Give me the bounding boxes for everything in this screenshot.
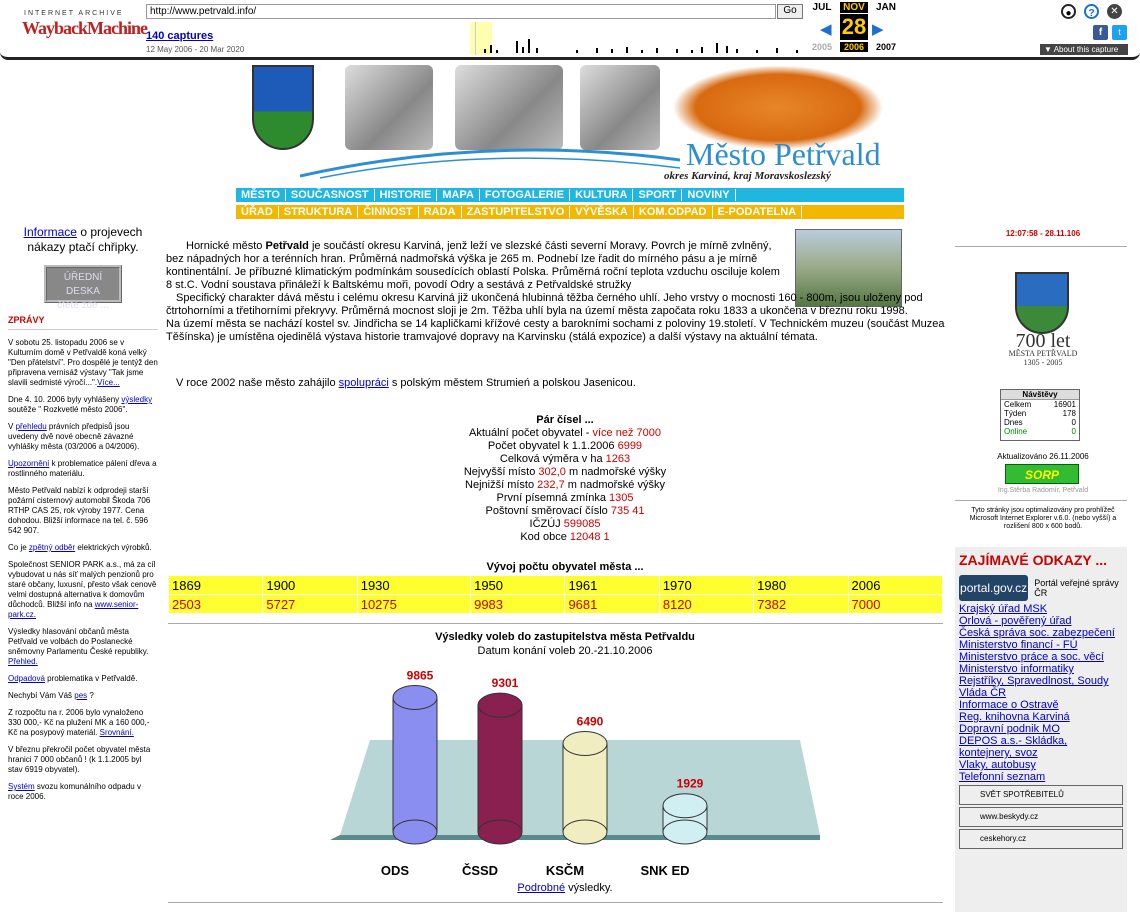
help-icon[interactable]: ? <box>1084 4 1099 19</box>
twitter-icon[interactable]: t <box>1112 25 1127 40</box>
news-item: Systém svozu komunálního odpadu v roce 2006. <box>8 782 141 801</box>
nav-item[interactable]: NOVINY <box>682 189 735 201</box>
links-title: ZAJÍMAVÉ ODKAZY ... <box>959 552 1108 568</box>
portal-link[interactable]: portal.gov.cz Portál veřejné správy ČR <box>955 573 1127 603</box>
external-link[interactable]: DEPOS a.s.- Skládka, kontejnery, svoz <box>959 735 1068 759</box>
updated-date: Aktualizováno 26.11.2006 <box>997 452 1089 461</box>
external-link[interactable]: Orlová - pověřený úřad <box>959 615 1072 627</box>
external-link[interactable]: Vlaky, autobusy <box>959 759 1036 771</box>
partner-banner[interactable]: www.beskydy.cz <box>959 807 1123 827</box>
data-label: 6490 <box>576 714 604 729</box>
timeline-bar <box>576 50 578 53</box>
external-link[interactable]: Krajský úřad MSK <box>959 603 1048 615</box>
chart-subtitle: Datum konání voleb 20.-21.10.2006 <box>477 645 653 657</box>
external-link[interactable]: Rejstříky, Spravedlnost, Soudy <box>959 675 1109 687</box>
nav-item[interactable]: ČINNOST <box>358 206 419 218</box>
timeline-bar <box>611 49 613 53</box>
nav-item[interactable]: VÝVĚSKA <box>570 206 634 218</box>
current-day: 28 <box>841 14 867 39</box>
timeline-bar <box>516 41 518 53</box>
timeline-bar <box>626 47 628 53</box>
timeline-bar <box>776 48 778 53</box>
timeline-bar <box>528 39 530 53</box>
pop-year: 1970 <box>659 576 753 595</box>
internet-archive-label: INTERNET ARCHIVE <box>24 10 124 17</box>
prev-year[interactable]: 2005 <box>811 42 833 52</box>
category-label: ODS <box>380 863 410 878</box>
links-panel <box>955 547 1127 912</box>
site-subtitle: okres Karviná, kraj Moravskoslezský <box>664 170 831 182</box>
news-item: Výsledky hlasování občanů města Petřvald ve volbách do Poslanecké sněmovny Parlamentu České republiky. Přehled. <box>8 627 149 666</box>
house-photo <box>345 65 433 150</box>
swoosh-decoration <box>300 140 680 180</box>
info-link[interactable]: Informace <box>23 225 77 239</box>
captures-link[interactable]: 140 captures <box>146 30 214 42</box>
news-item: Z rozpočtu na r. 2006 bylo vynaloženo 330 000,- Kč na plužení MK a 160 000,- Kč na posypový materiál. Srovnání. <box>8 708 150 737</box>
cottage-photo <box>455 65 563 150</box>
category-label: SNK ED <box>640 863 690 878</box>
news-link[interactable]: Srovnání. <box>99 728 134 737</box>
timeline-bar <box>522 47 524 53</box>
pop-year: 1869 <box>169 576 263 595</box>
timeline-bar <box>716 43 718 53</box>
stat-row: Aktuální počet obyvatel - více než 7000 <box>468 427 661 439</box>
nav-item[interactable]: E-PODATELNA <box>713 206 803 218</box>
news-item: Nechybí Vám Váš pes ? <box>8 691 94 700</box>
bar-top <box>393 685 437 709</box>
news-link[interactable]: pes <box>74 691 88 700</box>
pop-value: 10275 <box>357 595 470 614</box>
timeline-bar <box>676 49 678 53</box>
timeline-bar <box>656 48 658 53</box>
url-input[interactable]: http://www.petrvald.info/ <box>146 4 776 19</box>
prev-arrow-icon[interactable]: ◀ <box>820 21 832 38</box>
links-list <box>955 603 1127 783</box>
nav-item[interactable]: ZASTUPITELSTVO <box>462 206 571 218</box>
bar-base <box>663 820 707 844</box>
nav-item[interactable]: KULTURA <box>570 189 633 201</box>
nav-item[interactable]: FOTOGALERIE <box>480 189 570 201</box>
news-item: V březnu překročil počet obyvatel města hranici 7 000 občanů ! (k 1.1.2005 byl stav 6919 obyvatel). <box>8 745 151 774</box>
news-list <box>8 338 158 802</box>
bar-top <box>478 693 522 717</box>
right-divider <box>955 246 1127 247</box>
pop-value: 2503 <box>169 595 263 614</box>
capture-timeline[interactable] <box>475 22 805 55</box>
external-link[interactable]: Česká správa soc. zabezpečení <box>959 627 1115 639</box>
author: Ing.Stěrba Radomír, Petřvald <box>997 487 1089 494</box>
detailed-results: Podrobné výsledky. <box>517 882 613 894</box>
news-link[interactable]: přehledu <box>15 422 47 431</box>
anniversary-sub: MĚSTA PETŘVALD 1305 - 2005 <box>1008 349 1078 367</box>
next-month[interactable]: JAN <box>875 2 896 13</box>
divider <box>168 623 943 624</box>
external-link[interactable]: Telefonní seznam <box>959 771 1046 783</box>
timeline-bar <box>496 50 498 53</box>
timeline-bar <box>756 50 758 53</box>
wayback-logo[interactable]: WaybackMachine <box>22 18 148 38</box>
timeline-bar <box>484 49 486 53</box>
nav-item[interactable]: SOUČASNOST <box>286 189 375 201</box>
left-sidebar <box>8 225 158 809</box>
stat-row: První písemná zmínka 1305 <box>496 492 634 504</box>
mine-tower-photo <box>580 65 660 150</box>
next-arrow-icon[interactable]: ▶ <box>872 21 884 38</box>
stat-row: Nejnižší místo 232,7 m nadmořské výšky <box>465 479 665 491</box>
external-link[interactable]: Informace o Ostravě <box>959 699 1059 711</box>
pop-year: 2006 <box>848 576 942 595</box>
external-link[interactable]: Dopravní podnik MO <box>959 723 1060 735</box>
town-crest-image <box>252 65 314 150</box>
visit-row: Dnes 0 <box>1004 418 1076 427</box>
population-table <box>168 575 943 614</box>
stat-row: Poštovní směrovací číslo 735 41 <box>485 505 645 517</box>
pop-year: 1900 <box>263 576 357 595</box>
bar-ODS <box>393 697 437 832</box>
visit-counter: Návštěvy Celkem 16901 Týden 178 Dnes 0 Online 0 <box>1000 389 1080 441</box>
news-heading: ZPRÁVY <box>8 315 158 330</box>
timeline-bar <box>641 50 643 53</box>
cooperation-link[interactable]: spolupráci <box>338 377 389 389</box>
category-label: KSČM <box>545 863 585 878</box>
stat-row: Kod obce 12048 1 <box>520 531 610 543</box>
news-link[interactable]: Odpadová <box>8 674 45 683</box>
news-link[interactable]: Upozornění <box>8 459 50 468</box>
pop-year: 1930 <box>357 576 470 595</box>
news-link[interactable]: www.senior-park.cz. <box>8 600 139 619</box>
next-year[interactable]: 2007 <box>875 42 897 52</box>
about-capture-button[interactable]: ▼ About this capture <box>1040 44 1128 55</box>
visit-row: Celkem 16901 <box>1004 400 1076 409</box>
news-item: V přehledu právních předpisů jsou uvedeny dvě nové obecně závazné vyhlášky města (03/2006 a 04/2006). <box>8 422 140 451</box>
stat-row: IČZÚJ 599085 <box>529 518 601 530</box>
external-link[interactable]: Reg. knihovna Karviná <box>959 711 1070 723</box>
stat-row: Nejvyšší místo 302,0 m nadmořské výšky <box>463 466 667 478</box>
official-board-button[interactable]: ÚŘEDNÍ DESKA čtěte zde ... <box>44 265 122 303</box>
prev-month[interactable]: JUL <box>812 2 832 13</box>
stat-row: Počet obyvatel k 1.1.2006 6999 <box>487 440 643 452</box>
external-link[interactable]: Vláda ČR <box>959 687 1007 699</box>
pop-year: 1980 <box>754 576 848 595</box>
news-item: Upozornění k problematice pálení dřeva a rostlinného materiálu. <box>8 459 157 478</box>
sorp-banner[interactable]: SORP <box>1005 464 1079 484</box>
timeline-bar <box>490 45 492 53</box>
data-label: 9301 <box>491 676 519 691</box>
election-chart <box>300 660 830 880</box>
pop-year: 1950 <box>471 576 565 595</box>
divider-bottom <box>168 902 943 903</box>
timeline-bar <box>796 50 798 53</box>
clock: 12:07:58 - 28.11.106 <box>1005 229 1081 238</box>
wayback-toolbar <box>0 0 1140 60</box>
bar-ČSSD <box>478 705 522 832</box>
news-item: Město Petřvald nabízí k odprodeji starší požární cisternový automobil Škoda 706 RTHP CAS 25, rok výroby 1977. Cena dohodou. Bližší informace na tel. č. 596 542 907. <box>8 486 151 535</box>
news-link[interactable]: Přehled. <box>8 657 38 666</box>
anniversary-title: 700 let <box>1015 330 1071 352</box>
bar-top <box>563 732 607 756</box>
nav-item[interactable]: MĚSTO <box>236 189 286 201</box>
account-icon[interactable]: ● <box>1061 4 1076 19</box>
pop-value: 9681 <box>565 595 659 614</box>
news-item: Dne 4. 10. 2006 byly vyhlášeny výsledky soutěže " Rozkvetlé město 2006". <box>8 395 153 414</box>
news-item: Odpadová problematika v Petřvaldě. <box>8 674 138 683</box>
partner-banner[interactable]: SVĚT SPOTŘEBITELŮ <box>959 785 1123 805</box>
bar-top <box>663 794 707 818</box>
nav-item[interactable]: SPORT <box>633 189 682 201</box>
news-link[interactable]: Více... <box>97 378 120 387</box>
optimization-note: Tyto stránky jsou optimalizovány pro prohlížeč Microsoft Internet Explorer v.6.0. (nebo vyšší) a rozlišení 800 x 600 bodů. <box>969 507 1117 530</box>
nav-item[interactable]: MAPA <box>437 189 480 201</box>
visit-row: Online 0 <box>1004 427 1076 436</box>
current-year: 2006 <box>840 42 868 52</box>
site-title: Město Petřvald <box>686 136 881 172</box>
go-button[interactable]: Go <box>777 4 803 19</box>
timeline-bar <box>726 46 728 53</box>
crest-icon <box>1015 272 1069 334</box>
news-item: Společnost SENIOR PARK a.s., má za cíl vybudovat u nás síť malých penzionů pro staré občany, luxusní, přesto však cenově velmi dostupná alternativa k domovům důchodců. Bližší info na www.senior-park.cz. <box>8 560 157 619</box>
news-link[interactable]: Systém <box>8 782 35 791</box>
bar-base <box>478 820 522 844</box>
pop-year: 1961 <box>565 576 659 595</box>
news-item: Co je zpětný odběr elektrických výrobků. <box>8 543 152 552</box>
current-month: NOV <box>840 2 868 13</box>
news-link[interactable]: zpětný odběr <box>28 543 76 552</box>
bird-flu-notice: Informace o projevech nákazy ptačí chřipky. <box>23 225 143 254</box>
news-link[interactable]: výsledky <box>121 395 153 404</box>
pop-value: 7382 <box>754 595 848 614</box>
timeline-bar <box>736 49 738 53</box>
facebook-icon[interactable]: f <box>1093 25 1108 40</box>
right-divider-2 <box>955 500 1127 501</box>
visit-row: Týden 178 <box>1004 409 1076 418</box>
external-link[interactable]: Ministerstvo práce a soc. věcí <box>959 651 1104 663</box>
data-label: 9865 <box>406 668 434 683</box>
stat-row: Celková výměra v ha 1263 <box>499 453 631 465</box>
chart-title: Výsledky voleb do zastupitelstva města Petřvaldu <box>435 631 695 643</box>
timeline-bar <box>691 50 693 53</box>
capture-range: 12 May 2006 - 20 Mar 2020 <box>146 45 245 54</box>
news-item: V sobotu 25. listopadu 2006 se v Kulturním domě v Petřvaldě koná velký "Den přátelství". Pro dospělé je tentýž den připravena vernisáž výstavy "Tak jsme slavili sedmisté výročí...".Více... <box>8 338 158 387</box>
close-icon[interactable]: ✕ <box>1107 4 1122 19</box>
intro-text: Hornické město Petřvald je součástí okresu Karviná, jenž leží ve slezské části severní Moravy. Povrch je mírně zvlněný, bez nápadných hor a terénních hran. Průměrná nadmořská výška je 265 m. Podnebí lze řadit do mírného pásu a je mírně kontinentální. Je příbuzné klimatickým podmínkám sousedících oblastí Polska. Průměrná roční teplota vzduchu osciluje kolem 8 st.C. Vodní soustava přináleží k Baltskému moři, povodí Odry a sestává z Petřvaldské stružky Specifický charakter dává městu i celému okresu Karviná již ukončená hlubinná těžba černého uhlí. Jeho vrstvy o mocnosti 160 - 800m, jsou uloženy pod čtrtohorními a třetihorními překryvy. Průměrná mocnost sloji je 2m. Těžba uhlí byla na území města započata roku 1833 a ukončena v březnu roku 1998. Na území města se nachází kostel sv. Jindřicha se 14 kapličkami křížové cesty a barokními sochami z poloviny 19.století. V Technickém muzeu (součást Muzea Těšínska) je umístěna ojedinělá výstava historie tramvajové dopravy na Karvinsku (stálá expozice) a další výstavy na aktuální témata. <box>166 240 945 343</box>
pop-value: 5727 <box>263 595 357 614</box>
nav-item[interactable]: RADA <box>419 206 462 218</box>
pop-value: 7000 <box>848 595 942 614</box>
pop-value: 9983 <box>471 595 565 614</box>
cooperation-text: V roce 2002 naše město zahájilo spolupráci s polským městem Strumień a polskou Jasenicou. <box>176 377 636 389</box>
nav-item[interactable]: KOM.ODPAD <box>634 206 713 218</box>
timeline-bar <box>596 48 598 53</box>
category-label: ČSSD <box>461 863 499 878</box>
stats-block: Pár čísel ... Aktuální počet obyvatel - více než 7000 Počet obyvatel k 1.1.2006 6999 Celková výměra v ha 1263 Nejvyšší místo 302,0 m nadmořské výšky Nejnižší místo 232,7 m nadmořské výšky První písemná zmínka 1305 Poštovní směrovací číslo 735 41 IČZÚJ 599085 Kod obce 12048 1 <box>400 414 730 544</box>
timeline-bar <box>536 48 538 53</box>
bar-base <box>563 820 607 844</box>
nav-item[interactable]: STRUKTURA <box>279 206 358 218</box>
bar-base <box>393 820 437 844</box>
bar-KSČM <box>563 744 607 833</box>
nav-item[interactable]: ÚŘAD <box>236 206 279 218</box>
external-link[interactable]: Ministerstvo financí - FÚ <box>959 639 1078 651</box>
pop-value: 8120 <box>659 595 753 614</box>
timeline-bar <box>701 47 703 53</box>
data-label: 1929 <box>676 776 704 791</box>
nav-item[interactable]: HISTORIE <box>375 189 438 201</box>
office-nav <box>236 205 904 219</box>
detailed-results-link[interactable]: Podrobné <box>517 882 566 894</box>
partner-banner[interactable]: ceskehory.cz <box>959 829 1123 849</box>
population-title: Vývoj počtu obyvatel města ... <box>486 561 644 573</box>
external-link[interactable]: Ministerstvo informatiky <box>959 663 1074 675</box>
top-nav <box>236 188 904 202</box>
